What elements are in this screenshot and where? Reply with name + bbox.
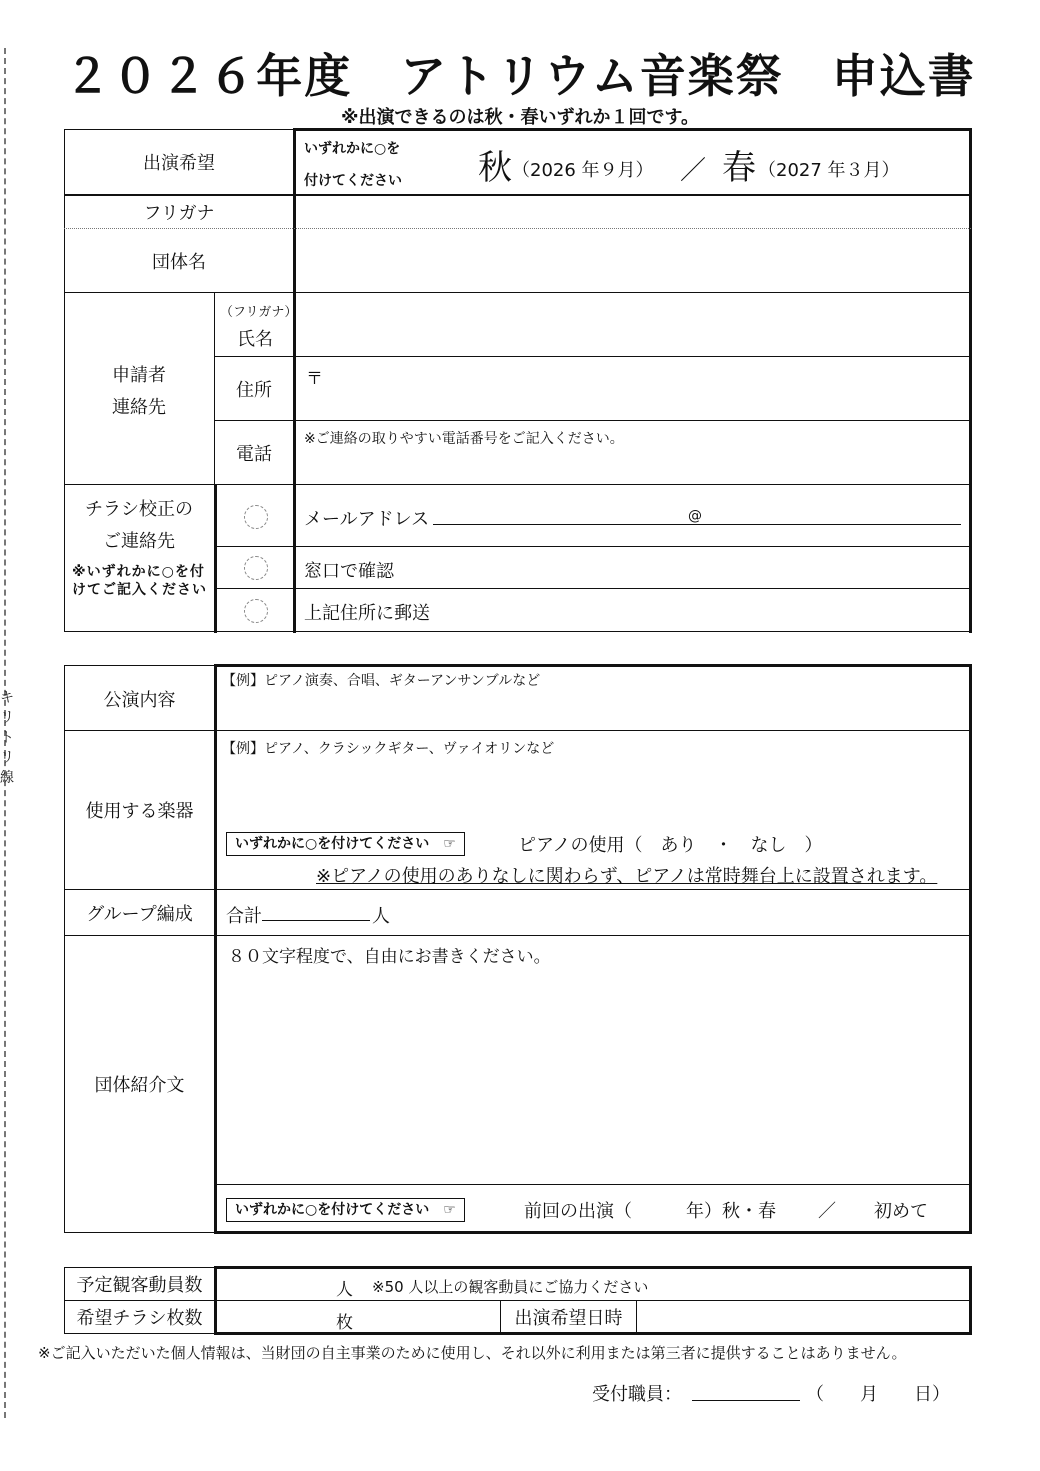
instruments-field[interactable] (220, 760, 965, 826)
flyer-count-field[interactable] (220, 1303, 330, 1331)
privacy-note: ※ご記入いただいた個人情報は、当財団の自主事業のために使用し、それ以外に利用または第三者に提供することはありません。 (38, 1344, 907, 1362)
instruments-example: 【例】ピアノ、クラシックギター、ヴァイオリンなど (222, 741, 555, 757)
previous-appearance[interactable]: 前回の出演（ 年）秋・春 (524, 1201, 776, 1222)
flyer-count-label: 希望チラシ枚数 (76, 1308, 203, 1329)
group-intro-label: 団体紹介文 (94, 1075, 185, 1096)
first-time-option[interactable]: 初めて (874, 1201, 928, 1222)
flyer-contact-label: チラシ校正の ご連絡先 (85, 499, 193, 552)
intro-hint: ８０文字程度で、自由にお書きください。 (228, 947, 551, 967)
circle-marker[interactable] (244, 505, 268, 529)
name-furigana-label: （フリガナ） (220, 305, 298, 320)
address-field[interactable] (298, 359, 966, 418)
flyer-note: ※いずれかに○を付けてご記入ください (72, 564, 207, 598)
address-label: 住所 (236, 379, 272, 401)
content-example: 【例】ピアノ演奏、合唱、ギターアンサンブルなど (222, 673, 541, 689)
preferred-date-label: 出演希望日時 (514, 1308, 623, 1329)
furigana-label: フリガナ (143, 203, 215, 224)
phone-note: ※ご連絡の取りやすい電話番号をご記入ください。 (304, 431, 624, 447)
piano-use[interactable]: ピアノの使用（ あり ・ なし ） (518, 835, 823, 856)
total-field[interactable] (262, 900, 370, 921)
perf-instruction-2: 付けてください (304, 173, 402, 189)
name-label: 氏名 (237, 329, 273, 350)
group-composition-label: グループ編成 (86, 903, 193, 925)
reception-date: （ 月 日） (806, 1384, 950, 1405)
reception-label: 受付職員： (592, 1384, 682, 1405)
intro-field[interactable] (220, 966, 965, 1180)
previous-slash: ／ (818, 1201, 836, 1222)
furigana-field[interactable] (298, 197, 966, 227)
phone-label: 電話 (236, 443, 272, 465)
people-unit: 人 (372, 906, 390, 927)
flyer-count-unit: 枚 (336, 1313, 353, 1333)
postal-mark: 〒 (306, 369, 323, 389)
circle-marker[interactable] (244, 556, 268, 580)
at-mark: @ (688, 508, 702, 524)
circle-marker[interactable] (244, 599, 268, 623)
phone-field[interactable] (298, 450, 966, 482)
group-name-field[interactable] (298, 231, 966, 290)
content-label: 公演内容 (103, 689, 176, 711)
audience-label: 予定観客動員数 (76, 1275, 203, 1296)
autumn-date: （2026 年９月） (512, 160, 654, 181)
instruments-label: 使用する楽器 (85, 801, 194, 822)
piano-note: ※ピアノの使用のありなしに関わらず、ピアノは常時舞台上に設置されます。 (316, 866, 938, 887)
preferred-date-field[interactable] (640, 1303, 966, 1331)
performance-label: 出演希望 (143, 153, 215, 174)
group-name-label: 団体名 (152, 251, 206, 273)
audience-note: ※50 人以上の観客動員にご協力ください (372, 1278, 649, 1296)
name-field[interactable] (298, 295, 966, 354)
perf-instruction-1: いずれかに○を (304, 141, 401, 157)
applicant-label: 申請者 連絡先 (112, 365, 166, 418)
spring-date: （2027 年３月） (758, 160, 900, 181)
sub-note: ※出演できるのは秋・春いずれか１回です。 (340, 107, 700, 128)
option-counter: 窓口で確認 (304, 561, 394, 582)
audience-unit: 人 (336, 1280, 353, 1300)
page-title: ２０２６年度 アトリウム音楽祭 申込書 (64, 49, 976, 103)
total-label: 合計 (226, 906, 262, 927)
autumn-option[interactable]: 秋 (478, 148, 512, 188)
option-email: メールアドレス (304, 509, 430, 530)
content-field[interactable] (220, 690, 965, 728)
option-mail: 上記住所に郵送 (304, 603, 430, 624)
cut-line-label: キリトリ線 (0, 690, 14, 786)
circle-instruction-2: いずれかに○を付けてください ☞ (226, 1198, 465, 1222)
spring-option[interactable]: 春 (722, 148, 756, 188)
reception-staff-field[interactable] (692, 1380, 800, 1401)
audience-field[interactable] (220, 1270, 330, 1298)
circle-instruction: いずれかに○を付けてください ☞ (226, 832, 465, 856)
option-slash: ／ (680, 156, 707, 186)
